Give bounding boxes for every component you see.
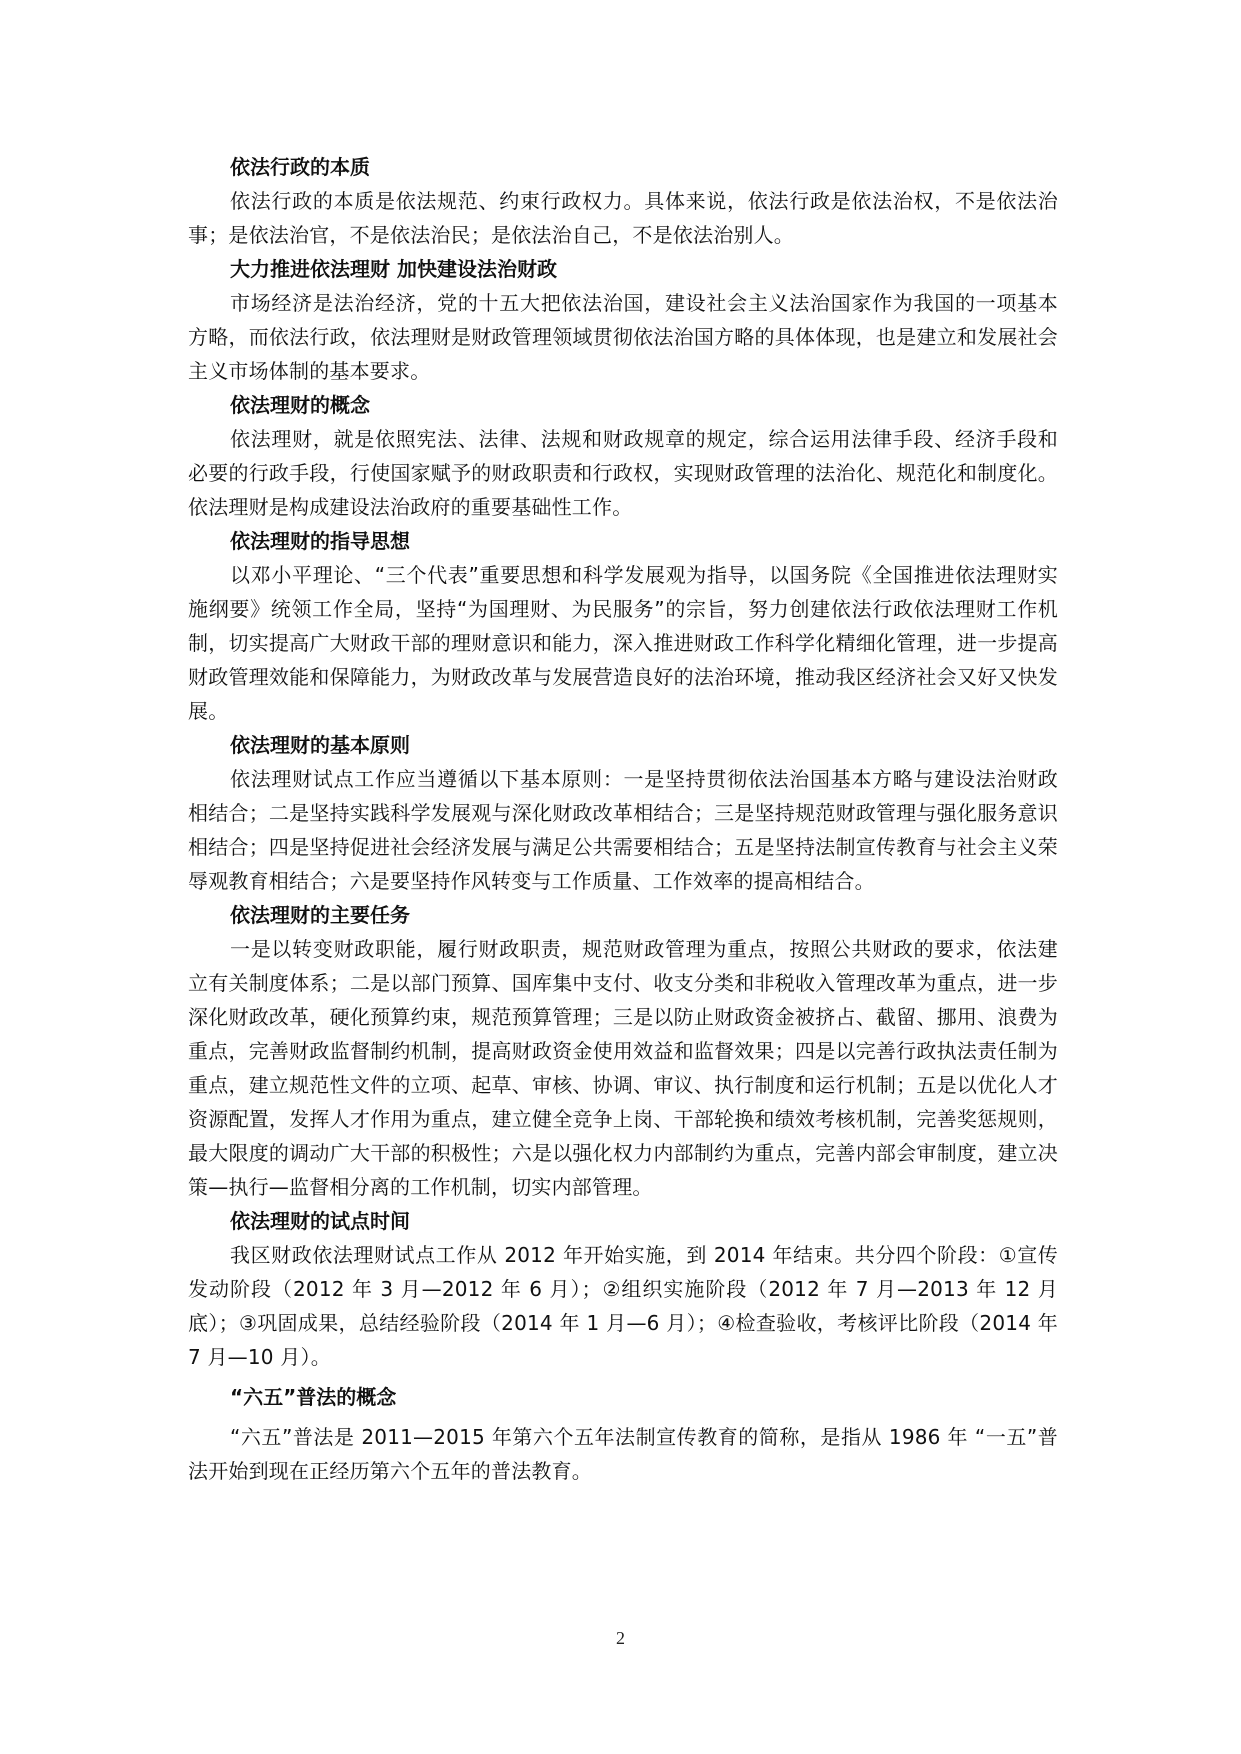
section-pilot-time — [188, 1204, 1058, 1374]
section-heading: 依法理财的概念 — [230, 393, 370, 417]
section-body: 依法理财，就是依照宪法、法律、法规和财政规章的规定，综合运用法律手段、经济手段和必要的行政手段，行使国家赋予的财政职责和行政权，实现财政管理的法治化、规范化和制度化。依法理财是构成建设法治政府的重要基础性工作。 — [188, 427, 1058, 519]
section-body: 一是以转变财政职能，履行财政职责，规范财政管理为重点，按照公共财政的要求，依法建立有关制度体系；二是以部门预算、国库集中支付、收支分类和非税收入管理改革为重点，进一步深化财政改革，硬化预算约束，规范预算管理；三是以防止财政资金被挤占、截留、挪用、浪费为重点，完善财政监督制约机制，提高财政资金使用效益和监督效果；四是以完善行政执法责任制为重点，建立规范性文件的立项、起草、审核、协调、审议、执行制度和运行机制；五是以优化人才资源配置，发挥人才作用为重点，建立健全竞争上岗、干部轮换和绩效考核机制，完善奖惩规则，最大限度的调动广大干部的积极性；六是以强化权力内部制约为重点，完善内部会审制度，建立决策—执行—监督相分离的工作机制，切实内部管理。 — [188, 937, 1058, 1199]
section-body: 依法行政的本质是依法规范、约束行政权力。具体来说，依法行政是依法治权，不是依法治事；是依法治官，不是依法治民；是依法治自己，不是依法治别人。 — [188, 189, 1058, 247]
page-number: 2 — [616, 1628, 625, 1648]
section-heading: 依法理财的指导思想 — [230, 529, 410, 553]
section-body: 市场经济是法治经济，党的十五大把依法治国，建设社会主义法治国家作为我国的一项基本方略，而依法行政，依法理财是财政管理领域贯彻依法治国方略的具体体现，也是建立和发展社会主义市场体制的基本要求。 — [188, 291, 1058, 383]
section-main-tasks — [188, 898, 1058, 1204]
document-page — [188, 150, 1058, 1488]
section-concept — [188, 388, 1058, 524]
section-body: “六五”普法是 2011—2015 年第六个五年法制宣传教育的简称，是指从 1986 年 “一五”普法开始到现在正经历第六个五年的普法教育。 — [188, 1425, 1058, 1483]
section-rule-of-law-finance — [188, 252, 1058, 388]
section-heading: 依法行政的本质 — [230, 155, 370, 179]
section-sixth-five-year-legal-education — [188, 1380, 1058, 1488]
section-heading: 大力推进依法理财 加快建设法治财政 — [230, 257, 557, 281]
section-heading: 依法理财的主要任务 — [230, 903, 410, 927]
section-basic-principles — [188, 728, 1058, 898]
section-essence-of-law-based-administration — [188, 150, 1058, 252]
section-body: 以邓小平理论、“三个代表”重要思想和科学发展观为指导，以国务院《全国推进依法理财实施纲要》统领工作全局，坚持“为国理财、为民服务”的宗旨，努力创建依法行政依法理财工作机制，切实提高广大财政干部的理财意识和能力，深入推进财政工作科学化精细化管理，进一步提高财政管理效能和保障能力，为财政改革与发展营造良好的法治环境，推动我区经济社会又好又快发展。 — [188, 563, 1058, 723]
section-guiding-ideology — [188, 524, 1058, 728]
section-heading: 依法理财的试点时间 — [230, 1209, 410, 1233]
section-heading: “六五”普法的概念 — [230, 1385, 397, 1409]
section-body: 依法理财试点工作应当遵循以下基本原则：一是坚持贯彻依法治国基本方略与建设法治财政相结合；二是坚持实践科学发展观与深化财政改革相结合；三是坚持规范财政管理与强化服务意识相结合；四是坚持促进社会经济发展与满足公共需要相结合；五是坚持法制宣传教育与社会主义荣辱观教育相结合；六是要坚持作风转变与工作质量、工作效率的提高相结合。 — [188, 767, 1058, 893]
section-body: 我区财政依法理财试点工作从 2012 年开始实施，到 2014 年结束。共分四个阶段：①宣传发动阶段（2012 年 3 月—2012 年 6 月）；②组织实施阶段（2012 年 7 月—2013 年 12 月底）；③巩固成果，总结经验阶段（2014 年 1 月—6 月）；④检查验收，考核评比阶段（2014 年 7 月—10 月）。 — [188, 1243, 1058, 1369]
section-heading: 依法理财的基本原则 — [230, 733, 410, 757]
